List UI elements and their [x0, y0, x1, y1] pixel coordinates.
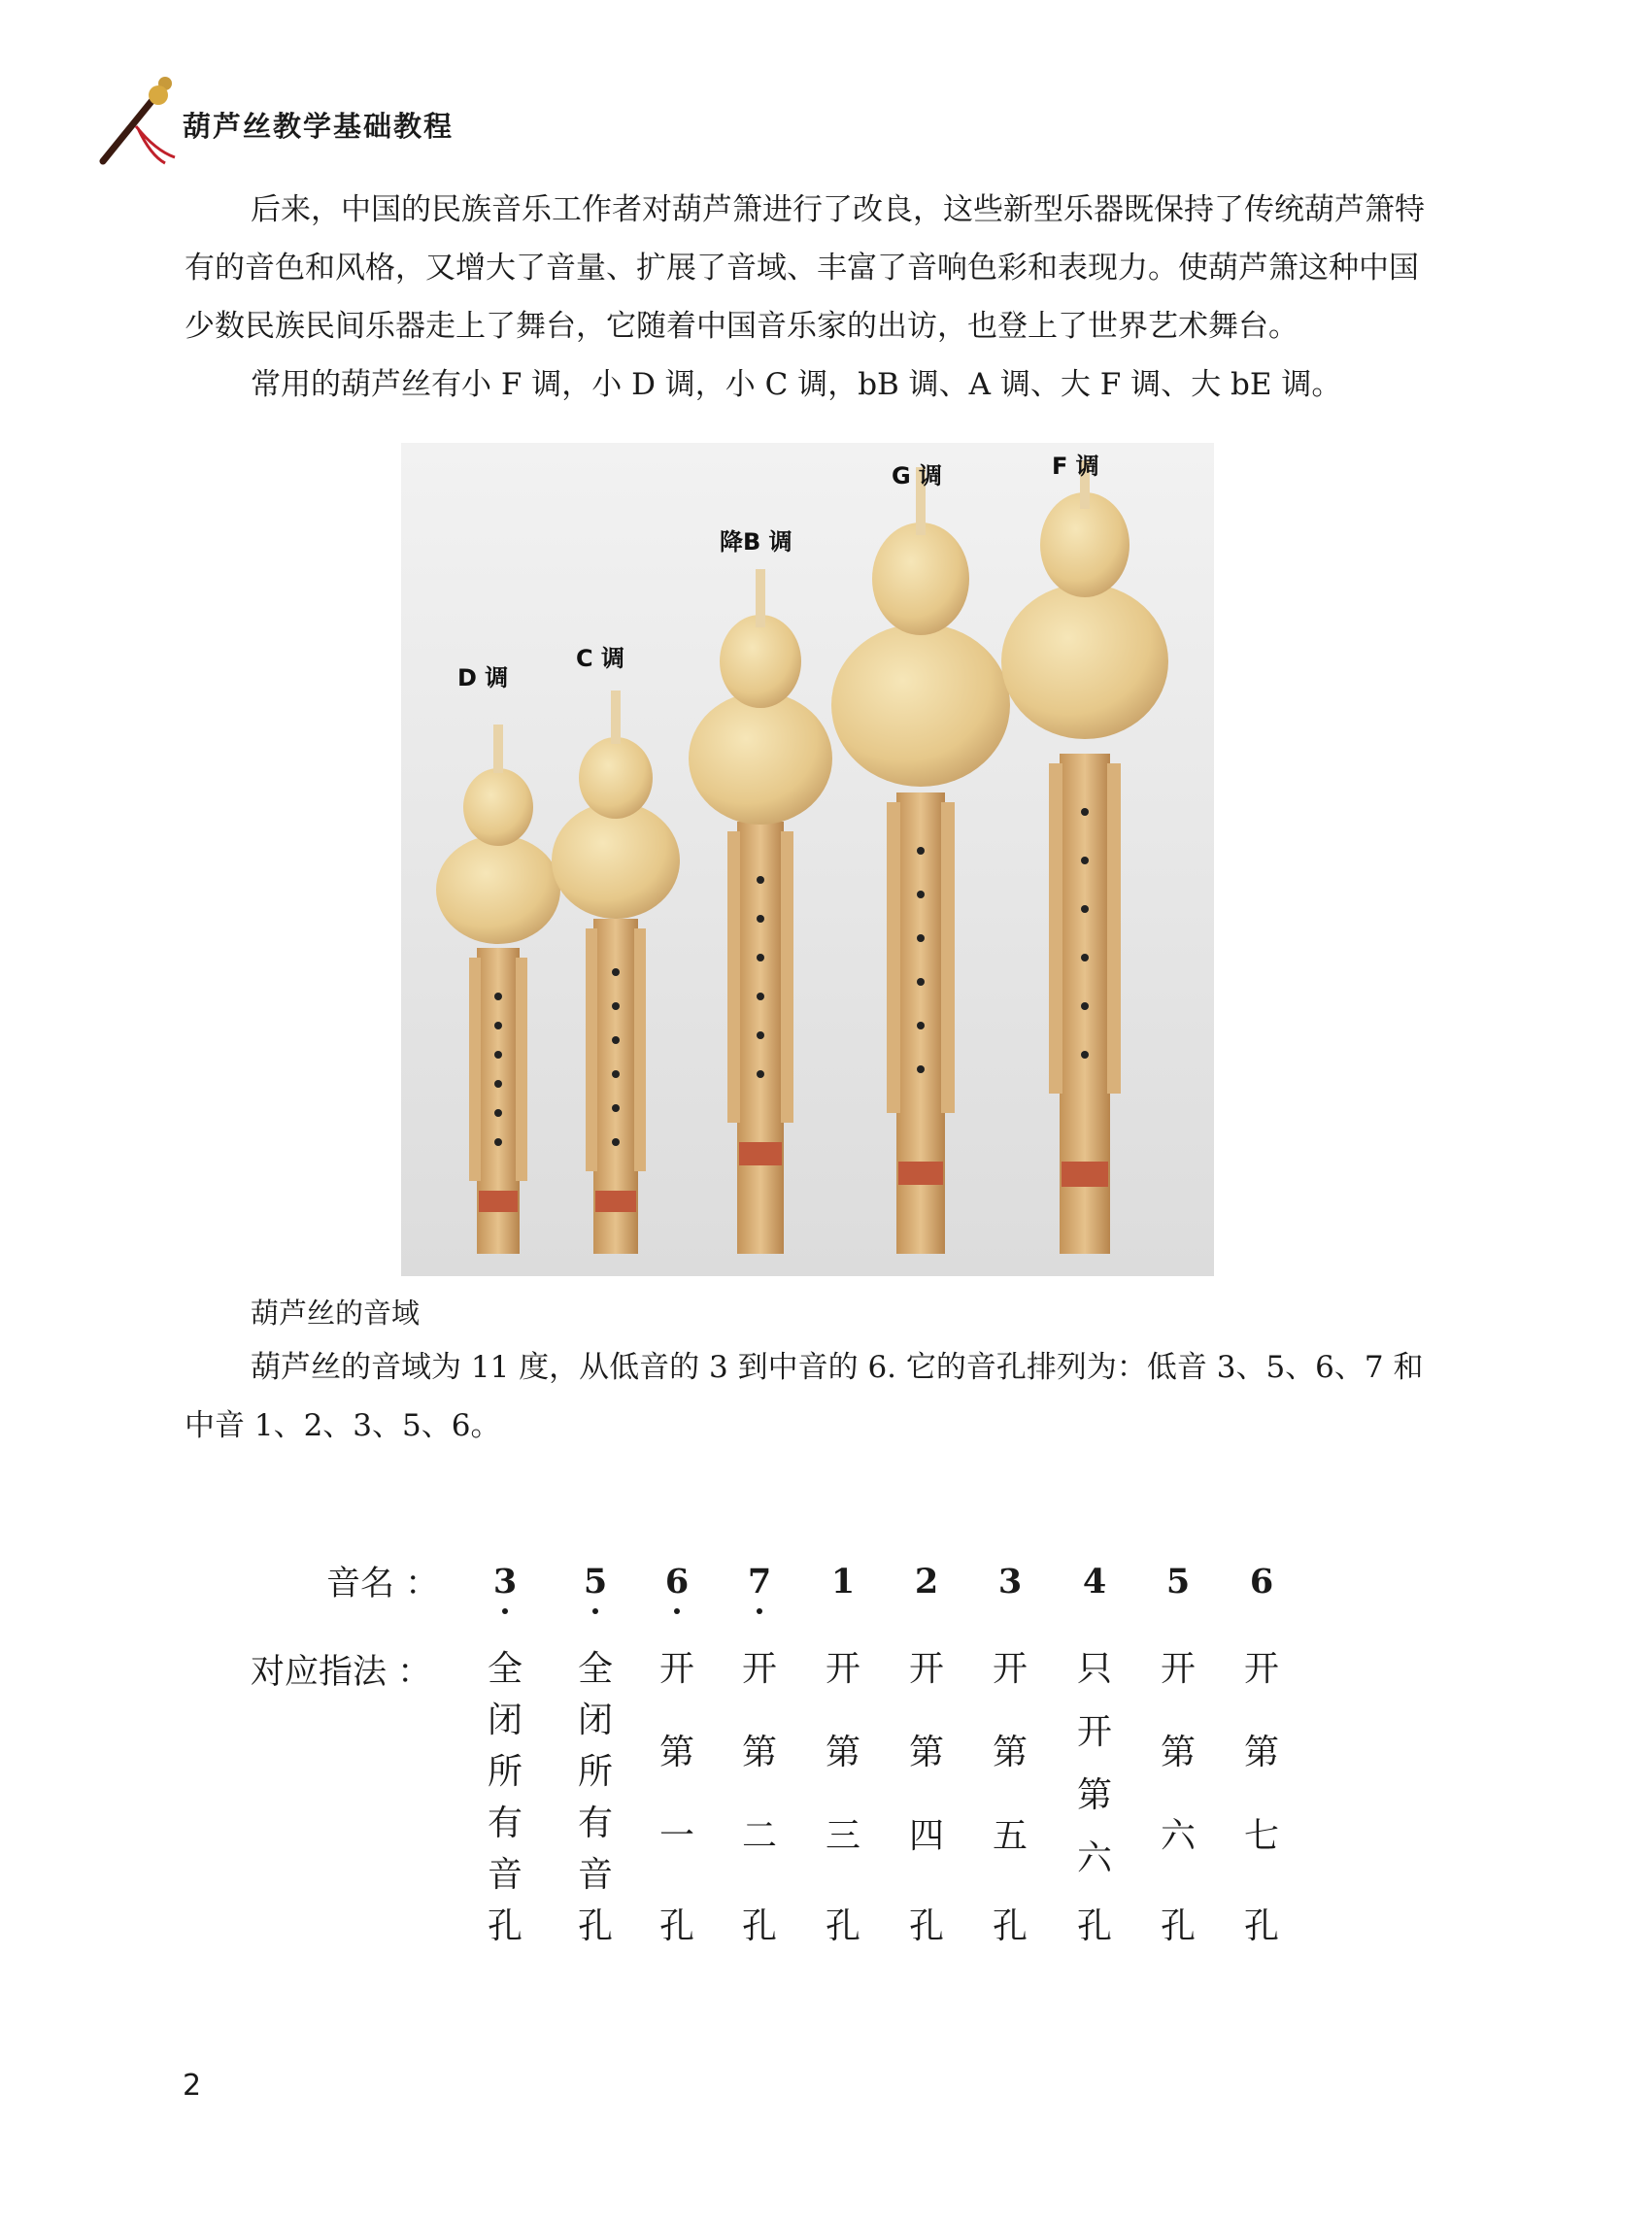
- range-text: 葫芦丝的音域为 11 度，从低音的 3 到中音的 6. 它的音孔排列为：低音 3、5、6、7 和中音 1、2、3、5、6。: [185, 1350, 1424, 1443]
- fingering-char: 四: [908, 1816, 944, 1856]
- low-octave-dot: [592, 1608, 598, 1614]
- fingering-char: 第: [741, 1733, 777, 1772]
- fingering-char: 孔: [577, 1906, 613, 1946]
- note-digit: 6: [664, 1562, 690, 1601]
- fingering-char: 孔: [1243, 1906, 1279, 1946]
- page-number: 2: [183, 2069, 202, 2103]
- note-digit: 6: [1249, 1562, 1274, 1601]
- fingering-char: 五: [992, 1816, 1028, 1856]
- note-name: [1232, 1562, 1291, 1601]
- fingering-char: 孔: [825, 1906, 860, 1946]
- fingering-label: 对应指法 ：: [251, 1653, 432, 1692]
- section-title: 葫芦丝的音域: [251, 1297, 421, 1330]
- note-name: [981, 1562, 1039, 1601]
- fingering-char: 开: [825, 1649, 860, 1689]
- fingering-char: 孔: [908, 1906, 944, 1946]
- fingering-char: 第: [908, 1733, 944, 1772]
- fingering-char: 有: [577, 1804, 613, 1843]
- paragraph-2-text: 常用的葫芦丝有小 F 调，小 D 调，小 C 调，bB 调、A 调、大 F 调、大 bE 调。: [251, 367, 1342, 402]
- fingering-char: 孔: [658, 1906, 694, 1946]
- fingering-char: 六: [1160, 1816, 1196, 1856]
- fingering-char: 闭: [487, 1701, 523, 1740]
- fingering-char: 开: [741, 1649, 777, 1689]
- fingering-char: 孔: [487, 1906, 523, 1946]
- fingering-char: 二: [741, 1816, 777, 1856]
- fingering-char: 开: [1076, 1712, 1112, 1752]
- note-name: [648, 1562, 706, 1601]
- fingering-char: 孔: [741, 1906, 777, 1946]
- fingering-char: 孔: [992, 1906, 1028, 1946]
- note-name: [566, 1562, 624, 1601]
- note-name-label: 音名 ：: [326, 1565, 440, 1603]
- fingering-char: 开: [1160, 1649, 1196, 1689]
- note-digit: 5: [1165, 1562, 1191, 1601]
- low-octave-dot: [502, 1608, 508, 1614]
- range-paragraph: [185, 1338, 1437, 1455]
- fingering-char: 孔: [1076, 1906, 1112, 1946]
- fingering-char: 开: [658, 1649, 694, 1689]
- fingering-char: 音: [577, 1855, 613, 1895]
- fingering-char: 第: [992, 1733, 1028, 1772]
- low-octave-dot: [757, 1608, 762, 1614]
- keys-paragraph: [185, 355, 1437, 414]
- hulusi-photo: [401, 443, 1214, 1276]
- key-label-f: F 调: [1052, 453, 1099, 480]
- fingering-char: 全: [577, 1649, 613, 1689]
- header-title: 葫芦丝教学基础教程: [183, 110, 455, 143]
- fingering-char: 有: [487, 1804, 523, 1843]
- fingering-char: 开: [992, 1649, 1028, 1689]
- fingering-char: 音: [487, 1855, 523, 1895]
- key-label-bflat: 降B 调: [720, 528, 792, 556]
- fingering-char: 三: [825, 1816, 860, 1856]
- note-name: [730, 1562, 789, 1601]
- fingering-char: 开: [908, 1649, 944, 1689]
- fingering-char: 第: [1160, 1733, 1196, 1772]
- fingering-char: 第: [658, 1733, 694, 1772]
- intro-paragraph: [185, 181, 1437, 355]
- note-name: [814, 1562, 872, 1601]
- paragraph-1-text: 后来，中国的民族音乐工作者对葫芦箫进行了改良，这些新型乐器既保持了传统葫芦箫特有的音色和风格，又增大了音量、扩展了音域、丰富了音响色彩和表现力。使葫芦箫这种中国少数民族民间乐器走上了舞台，它随着中国音乐家的出访，也登上了世界艺术舞台。: [185, 192, 1425, 344]
- fingering-char: 所: [487, 1752, 523, 1792]
- fingering-char: 全: [487, 1649, 523, 1689]
- note-name: [1149, 1562, 1207, 1601]
- fingering-char: 孔: [1160, 1906, 1196, 1946]
- note-name: [1065, 1562, 1124, 1601]
- note-digit: 3: [492, 1562, 518, 1601]
- fingering-char: 六: [1076, 1838, 1112, 1878]
- note-digit: 4: [1082, 1562, 1107, 1601]
- note-digit: 5: [583, 1562, 608, 1601]
- fingering-char: 一: [658, 1816, 694, 1856]
- fingering-char: 所: [577, 1752, 613, 1792]
- key-label-c: C 调: [576, 645, 624, 672]
- fingering-char: 只: [1076, 1649, 1112, 1689]
- fingering-char: 开: [1243, 1649, 1279, 1689]
- fingering-char: 第: [1243, 1733, 1279, 1772]
- key-label-d: D 调: [457, 664, 509, 691]
- note-name: [897, 1562, 956, 1601]
- note-digit: 1: [830, 1562, 856, 1601]
- note-name: [476, 1562, 534, 1601]
- fingering-char: 闭: [577, 1701, 613, 1740]
- note-digit: 7: [747, 1562, 772, 1601]
- note-digit: 2: [914, 1562, 939, 1601]
- key-label-g: G 调: [892, 462, 943, 489]
- fingering-char: 七: [1243, 1816, 1279, 1856]
- note-digit: 3: [997, 1562, 1023, 1601]
- low-octave-dot: [674, 1608, 680, 1614]
- page-header: [97, 68, 505, 165]
- fingering-char: 第: [1076, 1775, 1112, 1815]
- hulusi-logo-icon: [97, 68, 185, 165]
- fingering-char: 第: [825, 1733, 860, 1772]
